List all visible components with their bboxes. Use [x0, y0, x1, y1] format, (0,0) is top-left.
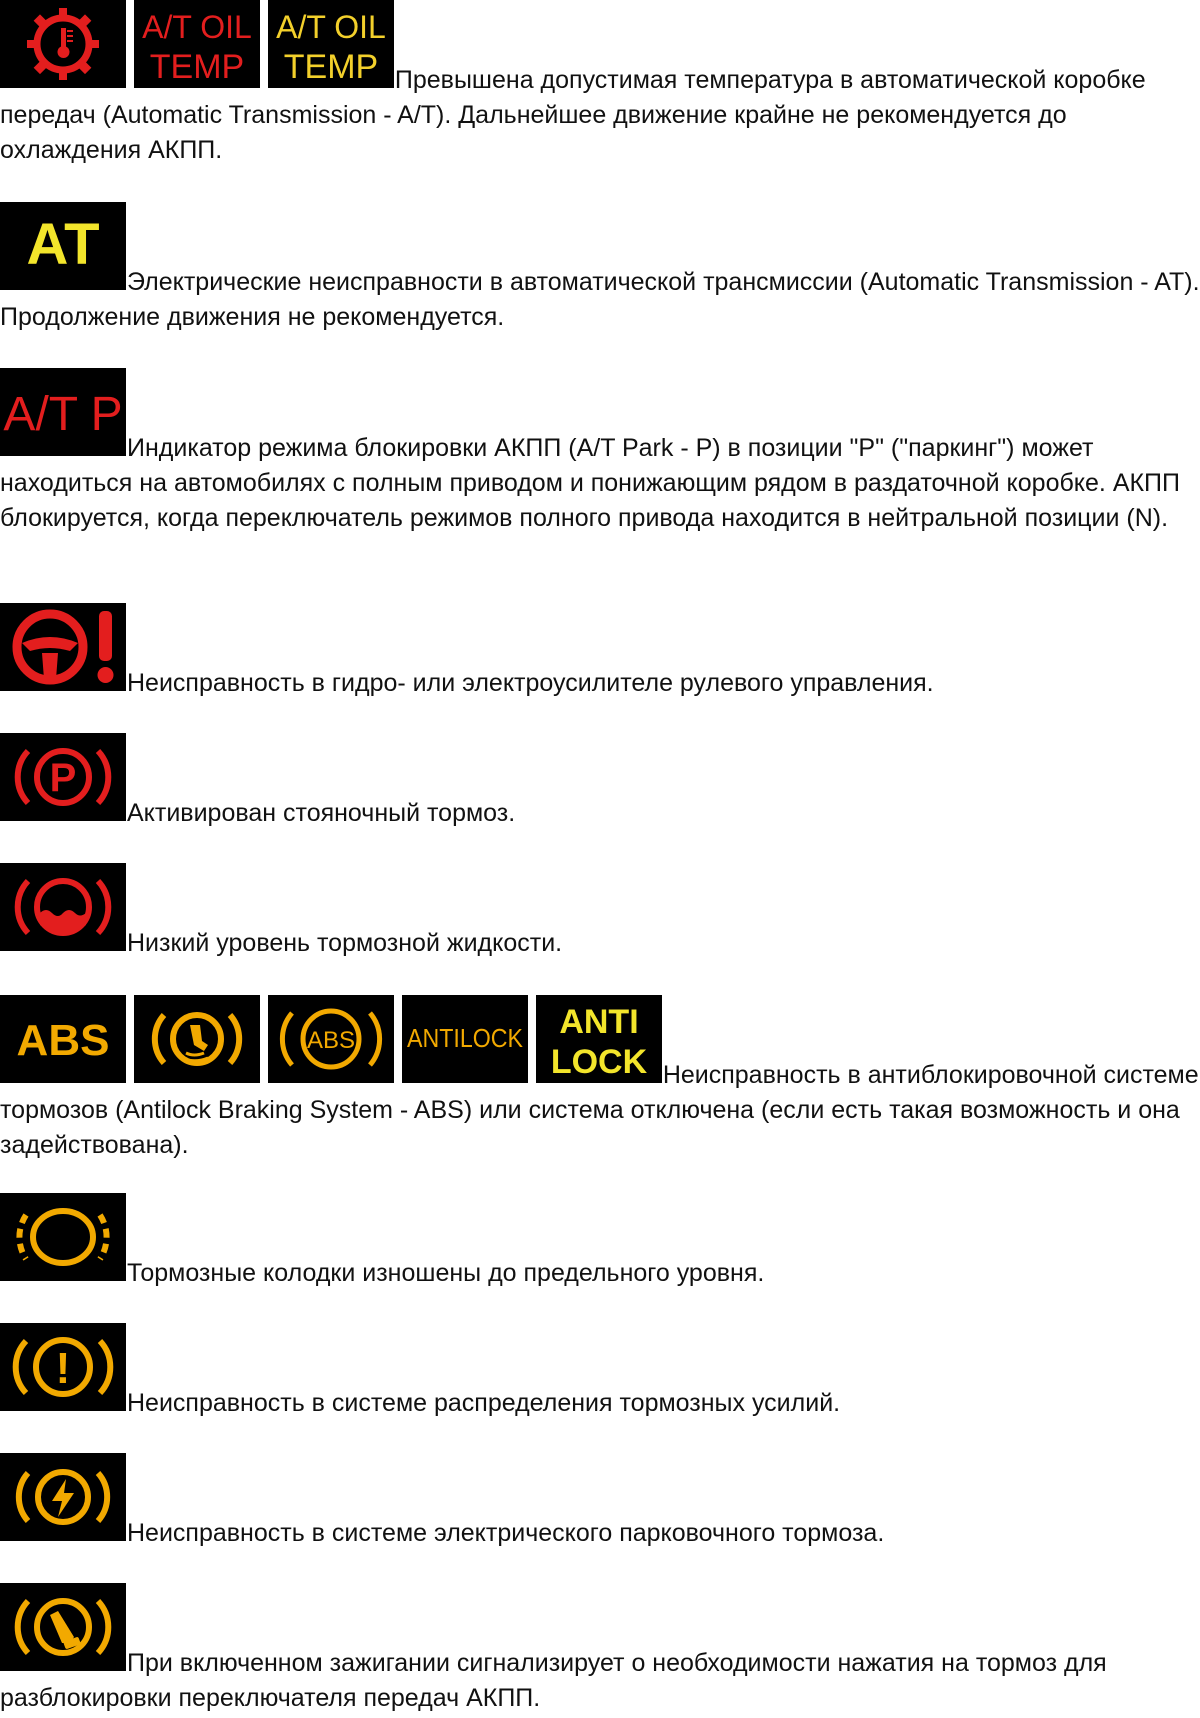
entry-parking-brake [0, 733, 1200, 831]
icon-group [0, 863, 127, 961]
anti-lock-label-line2: LOCK [550, 1043, 647, 1081]
entry-at-oil-temp [0, 0, 1200, 168]
press-brake-pedal-icon [0, 1583, 126, 1671]
antilock-text-icon [402, 995, 528, 1083]
entry-description: Индикатор режима блокировки АКПП (A/T Park - P) в позиции "P" ("паркинг") может находиться на автомобилях с полным приводом и понижающим рядом в раздаточной коробке. АКПП блокируется, когда переключатель режимов полного привода находится в нейтральной позиции (N). [0, 434, 1180, 532]
icon-group [0, 0, 395, 98]
at-oil-temp-icon [134, 0, 260, 88]
at-p-icon [0, 368, 126, 456]
entry-steering [0, 603, 1200, 701]
entry-description: Тормозные колодки изношены до предельного уровня. [127, 1259, 765, 1287]
entry-description: При включенном зажигании сигнализирует о необходимости нажатия на тормоз для разблокировки переключателя передач АКПП. [0, 1649, 1107, 1712]
entry-abs [0, 995, 1200, 1163]
entry-description: Активирован стояночный тормоз. [127, 799, 516, 827]
entry-at-p [0, 368, 1200, 536]
icon-group [0, 202, 127, 300]
at-icon [0, 202, 126, 290]
entry-at [0, 202, 1200, 335]
abs-text-icon [0, 995, 126, 1083]
entry-brake-pads [0, 1193, 1200, 1291]
electric-parking-brake-icon [0, 1453, 126, 1541]
icon-group [0, 733, 127, 831]
anti-lock-text-icon [536, 995, 662, 1083]
entry-description: Электрические неисправности в автоматической трансмиссии (Automatic Transmission - AT). Продолжение движения не рекомендуется. [0, 268, 1200, 331]
icon-group [0, 1323, 127, 1421]
antilock-text-label: ANTILOCK [406, 1023, 524, 1053]
at-icon-label: AT [26, 212, 100, 277]
parking-brake-icon [0, 733, 126, 821]
parking-brake-letter: P [49, 756, 77, 800]
entry-press-brake [0, 1583, 1200, 1716]
icon-group [0, 368, 127, 466]
icon-group [0, 995, 663, 1093]
entry-description: Превышена допустимая температура в автоматической коробке передач (Automatic Transmission - A/T). Дальнейшее движение крайне не рекомендуется до охлаждения АКПП. [0, 66, 1146, 164]
at-oil-temp-icon [268, 0, 394, 88]
at-oil-temp-label-line2: TEMP [149, 48, 245, 86]
abs-circle-icon [268, 995, 394, 1083]
brake-pad-wear-icon [0, 1193, 126, 1281]
entry-brake-fluid [0, 863, 1200, 961]
abs-skid-icon [134, 995, 260, 1083]
entry-description: Неисправность в антиблокировочной системе тормозов (Antilock Braking System - ABS) или система отключена (если есть такая возможность и она задействована). [0, 1061, 1199, 1159]
entry-description: Неисправность в системе распределения тормозных усилий. [127, 1389, 841, 1417]
brake-force-distribution-icon [0, 1323, 126, 1411]
entry-description: Низкий уровень тормозной жидкости. [127, 929, 563, 957]
entry-epb [0, 1453, 1200, 1551]
ebd-exclamation: ! [55, 1344, 71, 1393]
anti-lock-label-line1: ANTI [559, 1003, 639, 1041]
entry-description: Неисправность в гидро- или электроусилителе рулевого управления. [127, 669, 934, 697]
brake-fluid-icon [0, 863, 126, 951]
abs-text-label: ABS [16, 1016, 110, 1065]
steering-wheel-warning-icon [0, 603, 126, 691]
entry-ebd [0, 1323, 1200, 1421]
entry-description: Неисправность в системе электрического парковочного тормоза. [127, 1519, 885, 1547]
at-oil-temp-label-line1: A/T OIL [276, 9, 386, 45]
at-p-icon-label: A/T P [3, 388, 123, 441]
icon-group [0, 1193, 127, 1291]
icon-group [0, 1453, 127, 1551]
gear-thermometer-icon [0, 0, 126, 88]
icon-group [0, 1583, 127, 1681]
at-oil-temp-label-line1: A/T OIL [142, 9, 252, 45]
at-oil-temp-label-line2: TEMP [283, 48, 379, 86]
abs-circle-label: ABS [306, 1027, 355, 1054]
icon-group [0, 603, 127, 701]
